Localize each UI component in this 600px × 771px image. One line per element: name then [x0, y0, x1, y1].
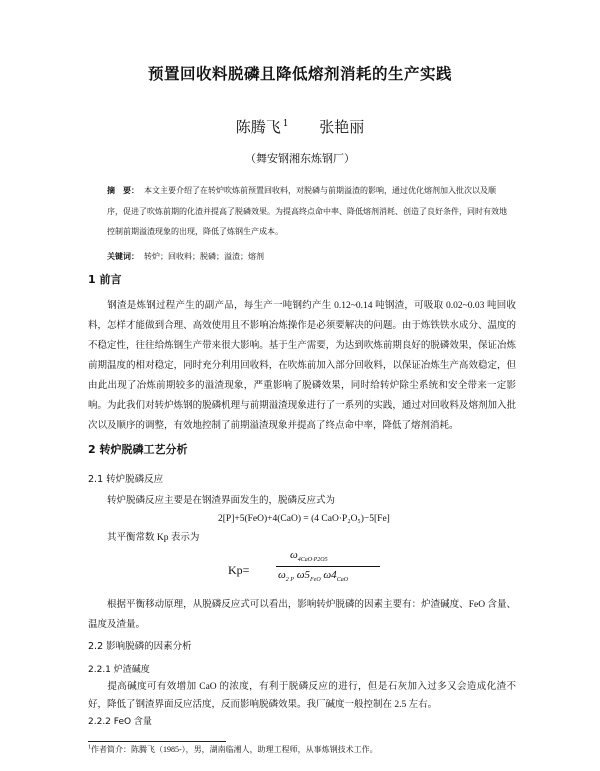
paper-title: 预置回收料脱磷且降低熔剂消耗的生产实践 [147, 65, 452, 83]
abstract [107, 180, 507, 243]
keywords [107, 251, 264, 262]
keywords-label: 关键词： [107, 251, 139, 261]
author-1: 陈腾飞 [235, 118, 281, 136]
kp-lhs: Kp= [228, 563, 250, 577]
kp-denominator: $\omega_{2 P}$ $\omega 5_{FeO}$ $\omega 4_{CaO}$ [278, 569, 349, 584]
author-1-footnote-mark: 1 [282, 119, 289, 129]
section-2-2-2-heading: 2.2.2 FeO 含量 [88, 717, 152, 727]
fraction-bar [276, 566, 380, 567]
section-2-2-heading: 2.2 影响脱磷的因素分析 [88, 641, 192, 652]
dephosphorization-equation: 2[P]+5(FeO)+4(CaO) = (4 CaO·P₂O₅)−5[Fe] [218, 514, 390, 524]
affiliation: （舞安钢湘东炼钢厂） [245, 152, 355, 165]
footnote-rule [88, 741, 226, 742]
kp-intro: 其平衡常数 Kp 表示为 [107, 533, 200, 543]
keywords-text: 转炉；回收料；脱磷；溢渣；熔剂 [144, 252, 264, 261]
abstract-text: 本文主要介绍了在转炉吹炼前预置回收料，对脱磷与前期溢渣的影响，通过优化熔剂加入批次以及顺序，促进了吹炼前期的化渣并提高了脱磷效果。为提高终点命中率、降低熔剂消耗、创造了良好条件，同时有效地控制前期溢渣现象的出现，降低了炼钢生产成本。 [107, 186, 507, 236]
authors [0, 116, 600, 137]
kp-formula [228, 549, 388, 589]
section-2-1-heading: 2.1 转炉脱磷反应 [88, 474, 164, 485]
section-2-2-1-heading: 2.2.1 炉渣碱度 [88, 665, 150, 675]
section-1-paragraph [88, 296, 516, 436]
section-2-2-1-paragraph: 提高碱度可有效增加 CaO 的浓度，有利于脱磷反应的进行，但是石灰加入过多又会造成化渣不好，降低了钢渣界面反应活度，反而影响脱磷效果。我厂碱度一般控制在 2.5 左右。 [88, 682, 516, 710]
section-1-heading: 1 前言 [88, 273, 122, 286]
footnote: $^1$作者简介：陈腾飞（1985-），男，湖南临湘人，助理工程师，从事炼钢技术工作。 [88, 744, 378, 754]
abstract-label: 摘 要： [107, 185, 139, 195]
section-2-heading: 2 转炉脱磷工艺分析 [88, 443, 188, 456]
section-1-text: 钢渣是炼钢过程产生的副产品，每生产一吨钢约产生 0.12~0.14 吨钢渣，可吸取 0.02~0.03 吨回收料，怎样才能做到合理、高效使用且不影响冶炼操作是必须要解决的问题。由于炼铁铁水成分、温度的不稳定性，往往给炼钢生产带来很大影响。基于生产需要，为达到吹炼前期良好的脱磷效果，保证冶炼前期温度的相对稳定，同时充分利用回收料，在吹炼前加入部分回收料，以保证冶炼生产高效稳定，但由此出现了冶炼前期较多的溢渣现象，严重影响了脱磷效果，同时给转炉除尘系统和安全带来一定影响。为此我们对转炉炼钢的脱磷机理与前期溢渣现象进行了一系列的实践，通过对回收料及熔剂加入批次以及顺序的调整，有效地控制了前期溢渣现象并提高了终点命中率，降低了熔剂消耗。 [88, 301, 516, 431]
author-2: 张艳丽 [319, 118, 365, 136]
section-2-1-intro: 转炉脱磷反应主要是在钢渣界面发生的，脱磷反应式为 [107, 496, 336, 506]
section-2-1-after: 根据平衡移动原理，从脱磷反应式可以看出，影响转炉脱磷的因素主要有：炉渣碱度、FeO 含量、温度及渣量。 [88, 600, 516, 630]
kp-numerator: $\omega_{4CaO\cdot P2O5}$ [290, 549, 328, 564]
